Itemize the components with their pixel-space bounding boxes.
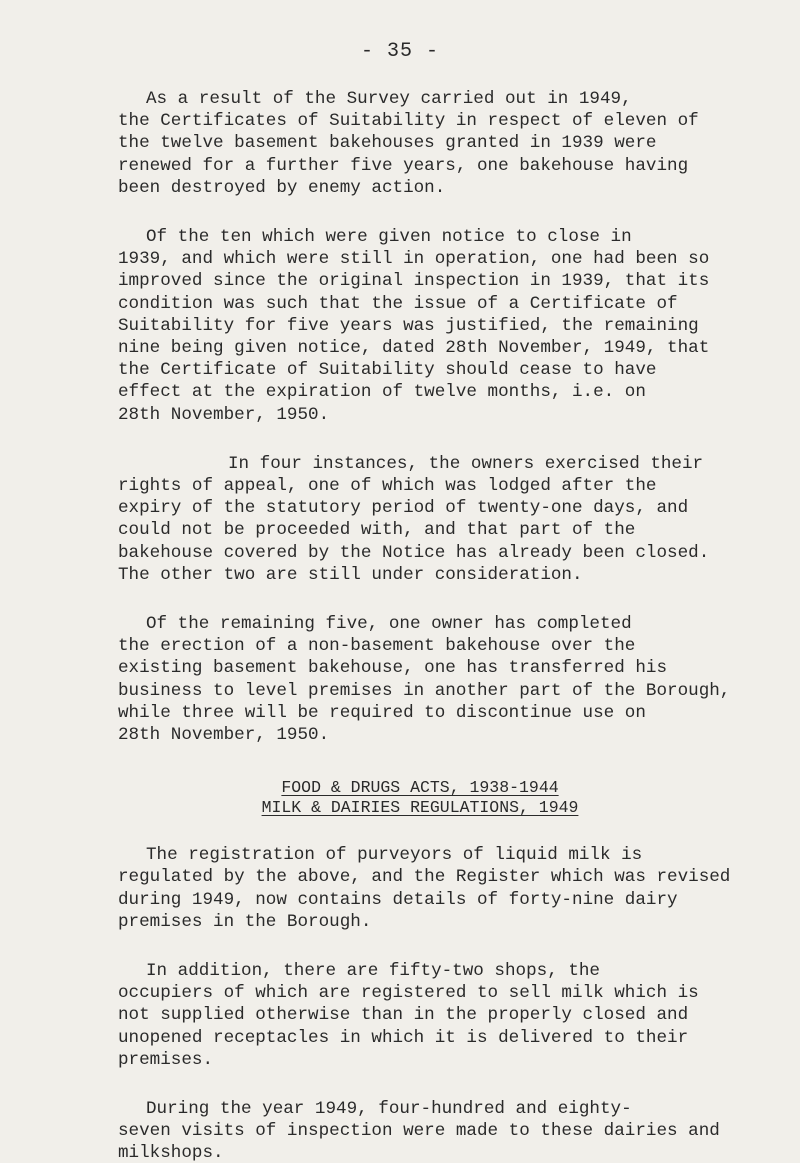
- text-line: Suitability for five years was justified, the remaining: [118, 316, 699, 336]
- text-line: seven visits of inspection were made to these dairies and: [118, 1121, 720, 1141]
- text-line: the twelve basement bakehouses granted in 1939 were: [118, 133, 657, 153]
- text-line: unopened receptacles in which it is delivered to their: [118, 1028, 689, 1048]
- page-number: - 35 -: [360, 40, 439, 63]
- text-line: condition was such that the issue of a Certificate of: [118, 294, 678, 314]
- text-line: improved since the original inspection in 1939, that its: [118, 271, 710, 291]
- text-line: In four instances, the owners exercised their: [228, 454, 704, 474]
- text-line: effect at the expiration of twelve months, i.e. on: [118, 382, 646, 402]
- text-line: expiry of the statutory period of twenty-one days, and: [118, 498, 689, 518]
- text-line: the Certificate of Suitability should cease to have: [118, 360, 657, 380]
- text-line: As a result of the Survey carried out in 1949,: [146, 89, 632, 109]
- text-line: 28th November, 1950.: [118, 725, 330, 745]
- text-line: been destroyed by enemy action.: [118, 178, 446, 198]
- text-line: During the year 1949, four-hundred and eighty-: [146, 1099, 632, 1119]
- section-heading-food-drugs: FOOD & DRUGS ACTS, 1938-1944: [281, 778, 559, 798]
- text-line: existing basement bakehouse, one has transferred his: [118, 658, 668, 678]
- text-line: premises in the Borough.: [118, 912, 372, 932]
- text-line: In addition, there are fifty-two shops, the: [146, 961, 600, 981]
- text-line: milkshops.: [118, 1143, 224, 1163]
- text-line: renewed for a further five years, one bakehouse having: [118, 156, 689, 176]
- text-line: nine being given notice, dated 28th November, 1949, that: [118, 338, 710, 358]
- text-line: 1939, and which were still in operation, one had been so: [118, 249, 710, 269]
- text-line: premises.: [118, 1050, 214, 1070]
- text-line: not supplied otherwise than in the properly closed and: [118, 1005, 689, 1025]
- text-line: the Certificates of Suitability in respect of eleven of: [118, 111, 699, 131]
- text-line: rights of appeal, one of which was lodged after the: [118, 476, 657, 496]
- text-line: 28th November, 1950.: [118, 405, 330, 425]
- text-line: the erection of a non-basement bakehouse over the: [118, 636, 636, 656]
- text-line: business to level premises in another part of the Borough,: [118, 681, 731, 701]
- text-line: during 1949, now contains details of forty-nine dairy: [118, 890, 678, 910]
- text-line: occupiers of which are registered to sell milk which is: [118, 983, 699, 1003]
- section-heading-milk-dairies: MILK & DAIRIES REGULATIONS, 1949: [261, 798, 579, 818]
- text-line: The registration of purveyors of liquid milk is: [146, 845, 643, 865]
- text-line: regulated by the above, and the Register which was revised: [118, 867, 731, 887]
- text-line: The other two are still under consideration.: [118, 565, 583, 585]
- text-line: Of the ten which were given notice to close in: [146, 227, 632, 247]
- text-line: Of the remaining five, one owner has completed: [146, 614, 632, 634]
- text-line: while three will be required to discontinue use on: [118, 703, 646, 723]
- text-line: bakehouse covered by the Notice has already been closed.: [118, 543, 710, 563]
- text-line: could not be proceeded with, and that part of the: [118, 520, 636, 540]
